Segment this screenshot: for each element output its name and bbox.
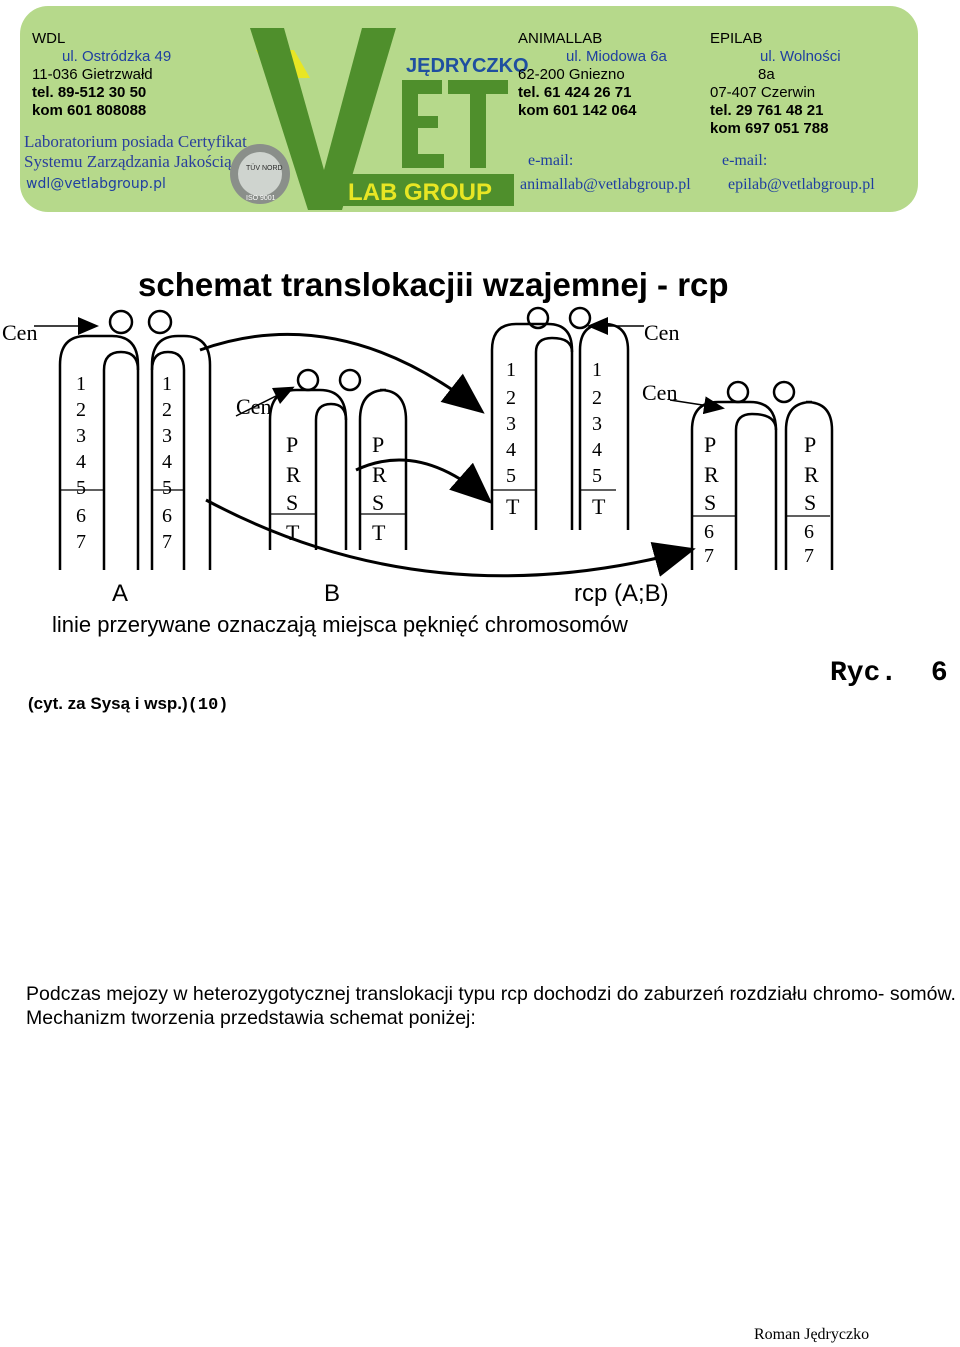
gene-label: 7	[162, 531, 172, 553]
gene-label: 5	[76, 477, 86, 499]
gene-label: 6	[76, 505, 86, 527]
animallab-city: 62-200 Gniezno	[518, 66, 625, 83]
gene-label: P	[804, 432, 817, 457]
gene-label: 5	[162, 477, 172, 499]
gene-label: S	[372, 490, 385, 515]
gene-label: 4	[162, 451, 172, 473]
wdl-street: ul. Ostródzka 49	[62, 48, 172, 65]
gene-label: 2	[592, 387, 602, 409]
chrom-a-right-labels	[162, 373, 172, 553]
gene-label: R	[286, 462, 301, 487]
chrom-b-left-labels	[286, 432, 301, 545]
gene-label: 4	[592, 439, 602, 461]
gene-label: 3	[76, 425, 86, 447]
gene-label: 6	[162, 505, 172, 527]
gene-label: T	[592, 494, 606, 519]
gene-label: 2	[162, 399, 172, 421]
gene-label: R	[372, 462, 387, 487]
gene-label: S	[286, 490, 299, 515]
animallab-email-link[interactable]: animallab@vetlabgroup.pl	[520, 176, 691, 193]
wdl-city: 11-036 Gietrzwałd	[32, 66, 153, 83]
cen-label-rcp1: Cen	[644, 320, 680, 345]
wdl-name: WDL	[32, 30, 66, 47]
citation-reference: (10)	[187, 696, 229, 715]
rcp1-left-labels	[506, 359, 520, 519]
figure-number: Ryc. 6	[830, 658, 948, 689]
epilab-email-label: e-mail:	[722, 152, 768, 169]
gene-label: P	[286, 432, 299, 457]
epilab-street-number: 8a	[758, 66, 775, 83]
rcp2-right-labels	[804, 432, 819, 567]
citation	[28, 694, 229, 715]
gene-label: 7	[804, 545, 814, 567]
gene-label: 1	[506, 359, 516, 381]
epilab-street: ul. Wolności	[760, 48, 841, 65]
gene-label: 6	[804, 521, 814, 543]
epilab-tel: tel. 29 761 48 21	[710, 102, 824, 119]
label-a: A	[112, 580, 129, 607]
gene-label: 2	[76, 399, 86, 421]
logo-e-shape	[402, 80, 444, 168]
logo-subtitle-text: LAB GROUP	[348, 179, 492, 206]
animallab-street: ul. Miodowa 6a	[566, 48, 667, 65]
chrom-b-right-labels	[372, 432, 387, 545]
gene-label: S	[704, 490, 717, 515]
cen-label-rcp2: Cen	[642, 380, 678, 405]
gene-label: 3	[506, 413, 516, 435]
animallab-name: ANIMALLAB	[518, 30, 603, 47]
cen-label-b: Cen	[236, 394, 272, 419]
wdl-kom: kom 601 808088	[32, 102, 147, 119]
rcp2-left-labels	[704, 432, 719, 567]
epilab-name: EPILAB	[710, 30, 763, 47]
gene-label: 7	[76, 531, 86, 553]
gene-label: 6	[704, 521, 714, 543]
gene-label: P	[372, 432, 385, 457]
badge-bottom-text: ISO 9001	[246, 195, 276, 202]
logo-top-text: JĘDRYCZKO	[406, 55, 529, 77]
gene-label: 4	[76, 451, 86, 473]
gene-label: 3	[592, 413, 602, 435]
scheme-caption: linie przerywane oznaczają miejsca pęknięć chromosomów	[52, 612, 628, 637]
badge-top-text: TÜV NORD	[246, 165, 283, 172]
exchange-arrow-a-to-rcp2	[206, 500, 690, 576]
wdl-tel: tel. 89-512 30 50	[32, 84, 147, 101]
gene-label: P	[704, 432, 717, 457]
gene-label: 5	[506, 465, 516, 487]
certificate-line-1: Laboratorium posiada Certyfikat	[24, 132, 247, 151]
citation-text: (cyt. za Sysą i wsp.)	[28, 694, 188, 713]
gene-label: 3	[162, 425, 172, 447]
wdl-email-link[interactable]: wdl@vetlabgroup.pl	[26, 176, 166, 192]
gene-label: T	[286, 520, 300, 545]
label-rcp: rcp (A;B)	[574, 580, 669, 607]
epilab-city: 07-407 Czerwin	[710, 84, 816, 101]
gene-label: 1	[162, 373, 172, 395]
gene-label: 2	[506, 387, 516, 409]
gene-label: 7	[704, 545, 714, 567]
gene-label: 4	[506, 439, 516, 461]
cen-label-a: Cen	[2, 320, 38, 345]
scheme-title: schemat translokacjii wzajemnej - rcp	[138, 266, 729, 303]
gene-label: S	[804, 490, 817, 515]
footer-author: Roman Jędryczko	[754, 1326, 870, 1343]
certificate-line-2: Systemu Zarządzania Jakością	[24, 152, 232, 171]
animallab-tel: tel. 61 424 26 71	[518, 84, 632, 101]
gene-label: T	[506, 494, 520, 519]
gene-label: R	[804, 462, 819, 487]
animallab-email-label: e-mail:	[528, 152, 574, 169]
gene-label: T	[372, 520, 386, 545]
label-b: B	[324, 580, 341, 607]
logo-t-shape	[448, 80, 508, 168]
gene-label: 5	[592, 465, 602, 487]
rcp1-right-labels	[592, 359, 606, 519]
gene-label: 1	[592, 359, 602, 381]
body-paragraph: Podczas mejozy w heterozygotycznej translokacji typu rcp dochodzi do zaburzeń rozdziału chromo- somów. Mechanizm tworzenia przedstawia schemat poniżej:	[26, 983, 956, 1029]
chrom-a-left-labels	[76, 373, 86, 553]
translocation-diagram	[0, 300, 960, 600]
animallab-kom: kom 601 142 064	[518, 102, 637, 119]
gene-label: R	[704, 462, 719, 487]
epilab-kom: kom 697 051 788	[710, 120, 829, 137]
vet-lab-group-logo	[226, 20, 529, 210]
epilab-email-link[interactable]: epilab@vetlabgroup.pl	[728, 176, 875, 193]
gene-label: 1	[76, 373, 86, 395]
